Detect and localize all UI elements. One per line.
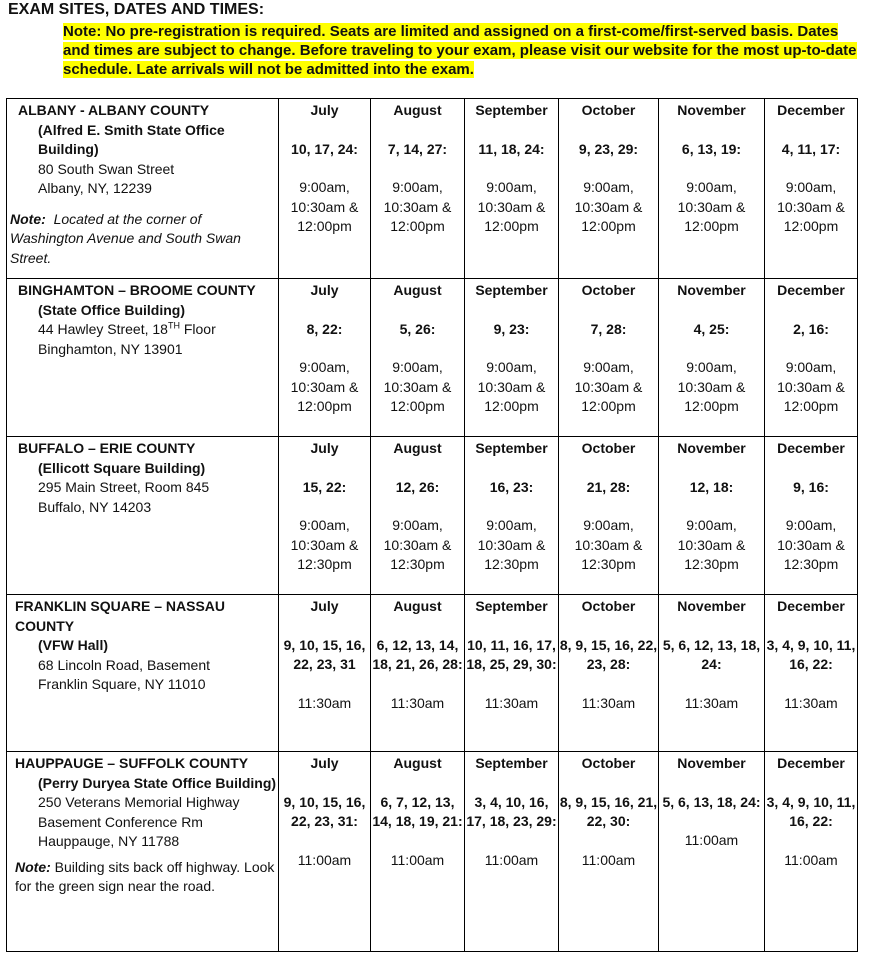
month-cell xyxy=(765,752,858,952)
month-name: December xyxy=(777,102,845,118)
site-address-line xyxy=(10,320,278,340)
exam-times: 11:30am xyxy=(484,694,539,711)
month-cell xyxy=(279,437,371,595)
month-cell xyxy=(371,752,465,952)
exam-days: 8, 22: xyxy=(306,320,343,337)
exam-times: 9:00am, 10:30am & 12:00pm xyxy=(574,359,643,414)
month-name: September xyxy=(475,755,548,771)
site-name: BUFFALO – ERIE COUNTY xyxy=(18,440,196,456)
exam-days: 9, 23: xyxy=(493,320,530,337)
exam-times: 11:00am xyxy=(581,851,636,868)
site-note xyxy=(15,858,278,897)
exam-times: 11:30am xyxy=(581,694,636,711)
site-building: (Perry Duryea State Office Building) xyxy=(38,774,277,791)
exam-times: 11:00am xyxy=(390,851,445,868)
site-note xyxy=(10,210,278,269)
exam-days: 7, 28: xyxy=(590,320,627,337)
site-row-franklin-square xyxy=(7,595,858,752)
exam-times: 9:00am, 10:30am & 12:00pm xyxy=(477,359,546,414)
exam-times: 11:00am xyxy=(784,851,838,868)
exam-times: 9:00am, 10:30am & 12:00pm xyxy=(383,179,452,234)
site-building: (VFW Hall) xyxy=(38,637,108,653)
month-name: July xyxy=(310,598,339,614)
month-name: December xyxy=(777,282,845,298)
month-name: December xyxy=(777,598,845,614)
month-cell xyxy=(465,752,559,952)
month-cell xyxy=(765,279,858,437)
exam-times: 9:00am, 10:30am & 12:30pm xyxy=(777,517,845,572)
exam-days: 3, 4, 9, 10, 11, 16, 22: xyxy=(766,636,856,672)
month-cell xyxy=(279,99,371,279)
site-row-hauppauge xyxy=(7,752,858,952)
month-name: August xyxy=(393,598,442,614)
exam-times: 9:00am, 10:30am & 12:30pm xyxy=(574,517,643,572)
registration-note xyxy=(63,22,863,79)
exam-times: 11:00am xyxy=(297,851,352,868)
month-name: September xyxy=(475,440,548,456)
month-name: November xyxy=(677,440,746,456)
site-info xyxy=(7,595,279,752)
site-address-line: 80 South Swan Street xyxy=(38,160,175,177)
site-address-line-2: Basement Conference Rm xyxy=(38,813,203,830)
site-building: (State Office Building) xyxy=(38,301,185,318)
month-name: September xyxy=(475,598,548,614)
site-name: ALBANY - ALBANY COUNTY xyxy=(18,102,210,118)
exam-days: 4, 25: xyxy=(693,320,730,337)
month-cell xyxy=(559,595,659,752)
site-building: (Alfred E. Smith State Office Building) xyxy=(38,121,225,157)
site-address-line: 68 Lincoln Road, Basement xyxy=(38,656,210,673)
month-cell xyxy=(279,752,371,952)
month-cell xyxy=(559,437,659,595)
exam-days: 9, 23, 29: xyxy=(578,140,639,157)
month-name: July xyxy=(310,755,339,771)
exam-times: 9:00am, 10:30am & 12:30pm xyxy=(290,517,359,572)
exam-days: 15, 22: xyxy=(302,478,347,495)
exam-days: 3, 4, 10, 16, 17, 18, 23, 29: xyxy=(466,793,557,829)
month-cell xyxy=(659,437,765,595)
month-name: July xyxy=(310,102,339,118)
exam-times: 9:00am, 10:30am & 12:00pm xyxy=(290,179,359,234)
exam-times: 9:00am, 10:30am & 12:30pm xyxy=(677,517,746,572)
month-name: October xyxy=(581,598,636,614)
exam-days: 9, 10, 15, 16, 22, 23, 31: xyxy=(283,793,366,829)
month-name: July xyxy=(310,440,339,456)
month-name: November xyxy=(677,282,746,298)
month-cell xyxy=(465,595,559,752)
site-city-line: Franklin Square, NY 11010 xyxy=(38,676,206,692)
month-name: August xyxy=(393,755,442,771)
exam-times: 9:00am, 10:30am & 12:00pm xyxy=(677,179,746,234)
exam-schedule-table xyxy=(6,98,858,952)
month-name: November xyxy=(677,102,746,118)
exam-days: 6, 13, 19: xyxy=(681,140,742,157)
exam-times: 9:00am, 10:30am & 12:30pm xyxy=(477,517,546,572)
site-info xyxy=(7,437,279,595)
month-cell xyxy=(371,279,465,437)
exam-times: 11:30am xyxy=(784,694,838,711)
site-note-text: Building sits back off highway. Look for the green sign near the road. xyxy=(15,858,275,894)
month-name: September xyxy=(475,102,548,118)
exam-days: 2, 16: xyxy=(793,320,829,337)
exam-times: 11:30am xyxy=(297,694,352,711)
exam-days: 10, 11, 16, 17, 18, 25, 29, 30: xyxy=(466,636,557,672)
month-cell xyxy=(279,279,371,437)
month-cell xyxy=(371,437,465,595)
month-cell xyxy=(559,752,659,952)
exam-times: 11:00am xyxy=(484,851,539,868)
exam-days: 6, 7, 12, 13, 14, 18, 19, 21: xyxy=(372,793,463,829)
exam-days: 9, 16: xyxy=(793,478,829,495)
site-name: BINGHAMTON – BROOME COUNTY xyxy=(18,282,256,298)
site-address-line: 250 Veterans Memorial Highway xyxy=(38,794,240,810)
month-name: October xyxy=(581,102,636,118)
site-name: HAUPPAUGE – SUFFOLK COUNTY xyxy=(15,755,249,771)
exam-times: 9:00am, 10:30am & 12:00pm xyxy=(777,179,845,234)
month-name: December xyxy=(777,440,845,456)
exam-days: 3, 4, 9, 10, 11, 16, 22: xyxy=(766,793,856,829)
site-row-binghamton xyxy=(7,279,858,437)
exam-times: 9:00am, 10:30am & 12:30pm xyxy=(383,517,452,572)
exam-times: 9:00am, 10:30am & 12:00pm xyxy=(383,359,452,414)
exam-days: 5, 6, 13, 18, 24: xyxy=(662,793,761,810)
month-name: November xyxy=(677,755,746,771)
page-heading: EXAM SITES, DATES AND TIMES: xyxy=(8,1,265,18)
exam-times: 9:00am, 10:30am & 12:00pm xyxy=(574,179,643,234)
exam-days: 8, 9, 15, 16, 21, 22, 30: xyxy=(559,793,658,829)
site-city-line: Binghamton, NY 13901 xyxy=(38,340,183,357)
site-info xyxy=(7,279,279,437)
month-cell xyxy=(279,595,371,752)
month-cell xyxy=(559,99,659,279)
exam-times: 11:30am xyxy=(684,694,739,711)
site-city-line: Hauppauge, NY 11788 xyxy=(38,833,180,849)
exam-times: 9:00am, 10:30am & 12:00pm xyxy=(777,359,845,414)
month-cell xyxy=(465,437,559,595)
exam-days: 12, 18: xyxy=(689,478,734,495)
exam-times: 11:00am xyxy=(684,832,739,848)
exam-days: 21, 28: xyxy=(586,478,631,495)
site-city-line: Albany, NY, 12239 xyxy=(38,180,152,196)
address-suffix: TH xyxy=(167,320,180,331)
site-row-buffalo xyxy=(7,437,858,595)
month-cell xyxy=(765,437,858,595)
month-name: October xyxy=(581,282,636,298)
exam-days: 8, 9, 15, 16, 22, 23, 28: xyxy=(559,636,658,672)
exam-days: 9, 10, 15, 16, 22, 23, 31 xyxy=(283,636,366,672)
month-cell xyxy=(465,99,559,279)
address-floor: Floor xyxy=(179,321,216,337)
month-cell xyxy=(765,595,858,752)
address-text: 44 Hawley Street, 18 xyxy=(38,321,168,337)
site-name: FRANKLIN SQUARE – NASSAU COUNTY xyxy=(15,598,226,634)
month-cell xyxy=(659,752,765,952)
exam-days: 5, 6, 12, 13, 18, 24: xyxy=(662,636,761,672)
month-cell xyxy=(465,279,559,437)
month-name: August xyxy=(393,282,442,298)
exam-times: 11:30am xyxy=(390,694,445,711)
exam-times: 9:00am, 10:30am & 12:00pm xyxy=(290,359,359,414)
exam-days: 6, 12, 13, 14, 18, 21, 26, 28: xyxy=(372,636,463,672)
month-cell xyxy=(371,99,465,279)
site-city-line: Buffalo, NY 14203 xyxy=(38,498,152,515)
exam-days: 5, 26: xyxy=(399,320,436,337)
exam-days: 12, 26: xyxy=(395,478,440,495)
site-note-label: Note: xyxy=(10,210,46,227)
month-name: August xyxy=(393,102,442,118)
month-name: October xyxy=(581,440,636,456)
month-name: December xyxy=(777,755,845,771)
exam-days: 4, 11, 17: xyxy=(781,140,841,157)
site-note-text: Located at the corner of Washington Avenue and South Swan Street. xyxy=(10,210,241,266)
month-cell xyxy=(659,279,765,437)
site-row-albany xyxy=(7,99,858,279)
month-name: July xyxy=(310,282,339,298)
exam-days: 16, 23: xyxy=(489,478,534,495)
month-name: August xyxy=(393,440,442,456)
note-text: Note: No pre-registration is required. Seats are limited and assigned on a first-come/first-served basis. Dates and times are subject to change. Before traveling to your exam, please visit our website for the most up-to-date schedule. Late arrivals will not be admitted into the exam. xyxy=(63,23,857,78)
month-cell xyxy=(559,279,659,437)
month-name: September xyxy=(475,282,548,298)
month-cell xyxy=(659,595,765,752)
exam-days: 11, 18, 24: xyxy=(478,140,545,157)
exam-times: 9:00am, 10:30am & 12:00pm xyxy=(477,179,546,234)
exam-days: 7, 14, 27: xyxy=(387,140,448,157)
month-cell xyxy=(765,99,858,279)
site-building: (Ellicott Square Building) xyxy=(38,459,206,476)
month-name: October xyxy=(581,755,636,771)
month-cell xyxy=(371,595,465,752)
exam-days: 10, 17, 24: xyxy=(291,140,358,157)
site-info xyxy=(7,752,279,952)
exam-times: 9:00am, 10:30am & 12:00pm xyxy=(677,359,746,414)
site-note-label: Note: xyxy=(15,858,51,875)
month-cell xyxy=(659,99,765,279)
site-address-line: 295 Main Street, Room 845 xyxy=(38,479,210,495)
site-info xyxy=(7,99,279,279)
month-name: November xyxy=(677,598,746,614)
